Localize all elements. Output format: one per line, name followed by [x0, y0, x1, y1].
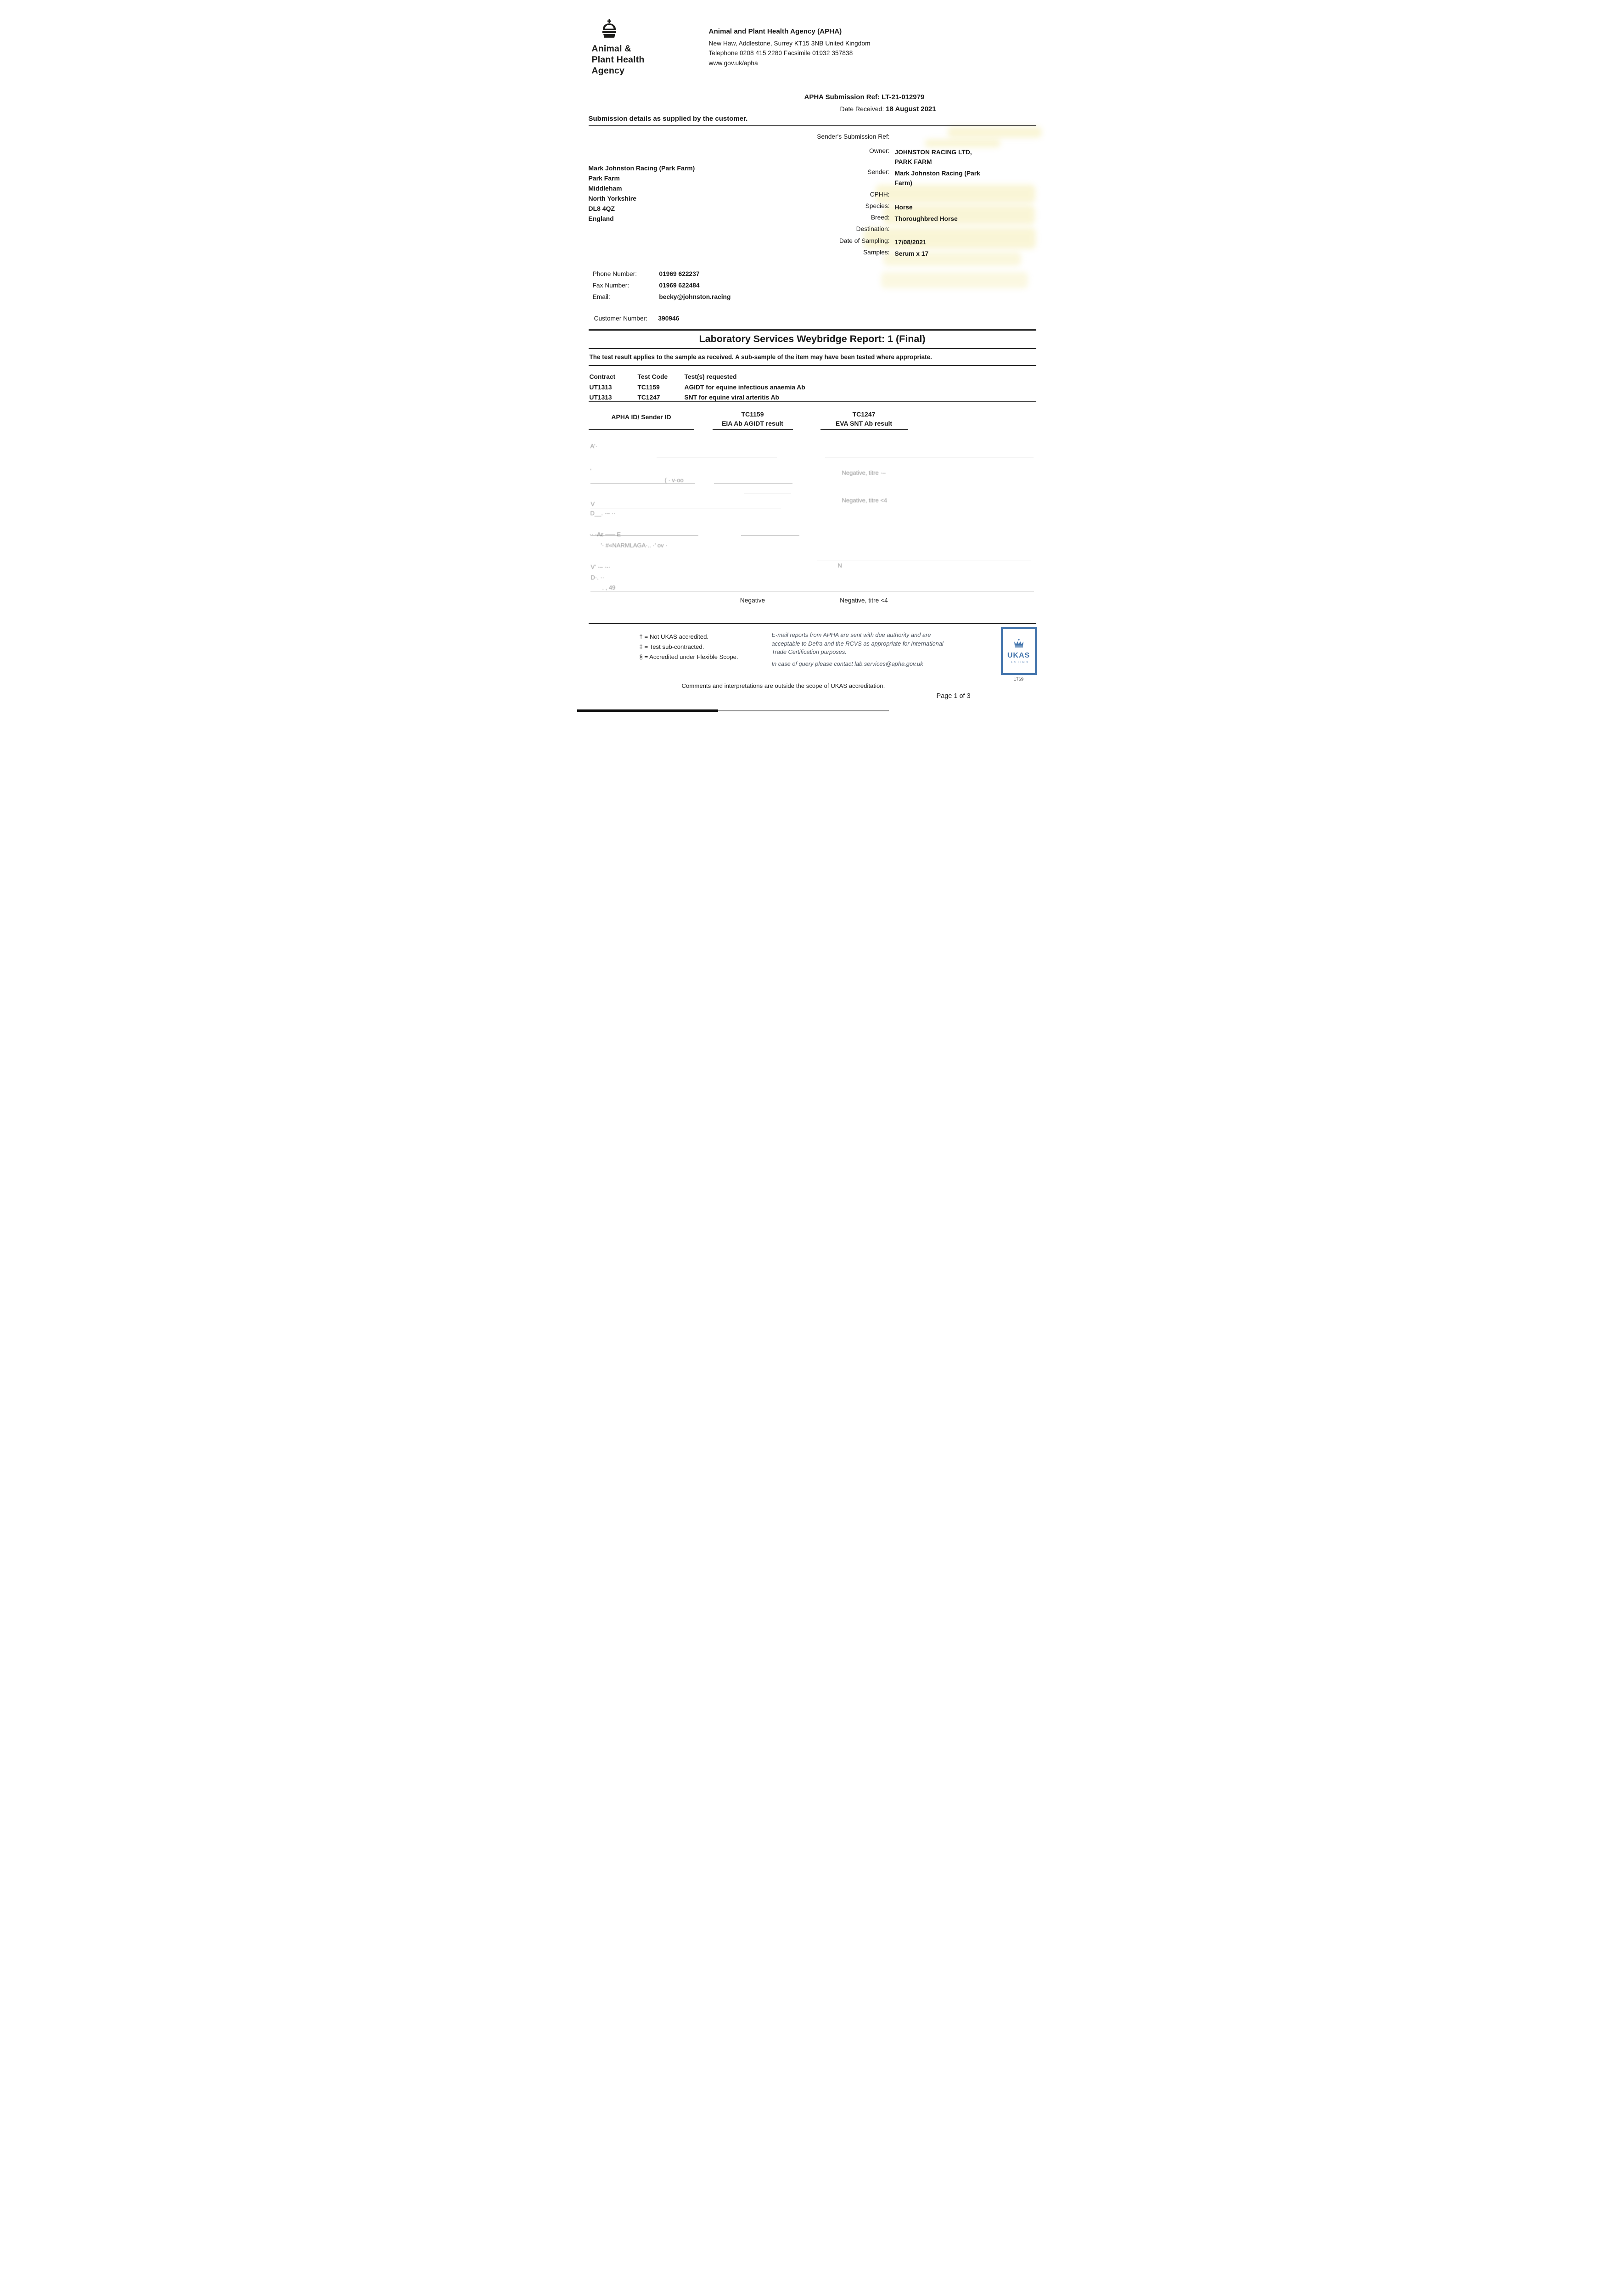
- scan-bleed-artifact: [925, 139, 1000, 147]
- redacted-results-area: [589, 433, 1036, 595]
- ukas-number: 1769: [1013, 677, 1024, 682]
- logo-line: Animal &: [591, 44, 631, 54]
- ukas-type: TESTING: [1008, 660, 1029, 664]
- scan-edge-artifact: [718, 710, 889, 711]
- field-label: CPHH:: [870, 191, 890, 198]
- results-header-tc1159-code: TC1159: [741, 411, 764, 418]
- field-row-samples: [738, 249, 1036, 259]
- date-received-value: 18 August 2021: [886, 105, 936, 113]
- field-value: Serum x 17: [894, 250, 929, 257]
- redacted-fragment: V: [590, 501, 595, 507]
- field-value-line: Mark Johnston Racing (Park: [894, 170, 980, 177]
- customer-address-line: DL8 4QZ: [588, 205, 615, 212]
- field-value: [895, 147, 972, 167]
- field-value: Thoroughbred Horse: [894, 215, 958, 222]
- date-received-label: Date Received:: [840, 105, 884, 113]
- agency-name: Animal and Plant Health Agency (APHA): [708, 28, 842, 35]
- field-label: Breed:: [871, 214, 890, 221]
- tests-cell-contract: UT1313: [589, 394, 612, 401]
- divider-line: [589, 623, 1036, 624]
- redacted-fragment: ·· ·Aε ––– E: [589, 531, 621, 538]
- contact-label: Fax Number:: [592, 282, 629, 289]
- divider-line: [589, 401, 1036, 402]
- email-notice-line: Trade Certification purposes.: [771, 648, 847, 655]
- field-value: Horse: [894, 204, 913, 211]
- results-header-underline: [589, 429, 694, 430]
- page-number: Page 1 of 3: [936, 692, 971, 700]
- contact-row-email: [593, 293, 731, 300]
- contact-value: 01969 622484: [659, 282, 700, 289]
- field-row-date-of-sampling: [738, 237, 1036, 247]
- field-value-line: PARK FARM: [894, 158, 932, 165]
- footnote: † = Not UKAS accredited.: [639, 633, 709, 640]
- contact-row-fax: [593, 282, 700, 289]
- customer-address-line: Middleham: [588, 185, 622, 192]
- email-notice: [772, 631, 972, 668]
- redacted-fragment: '· #«NARMLAGA·.. ·' ov ·: [601, 542, 668, 549]
- field-row-destination: [738, 225, 1036, 232]
- query-contact-line: In case of query please contact lab.services@apha.gov.uk: [771, 660, 923, 667]
- scan-bleed-artifact: [881, 272, 1028, 288]
- redacted-fragment: D·. ··: [590, 574, 605, 581]
- scan-edge-artifact: [577, 709, 718, 712]
- divider-line: [589, 348, 1036, 349]
- field-row-cphh: [738, 191, 1036, 198]
- field-row-owner: [738, 147, 1036, 167]
- field-value-line: JOHNSTON RACING LTD,: [894, 149, 972, 156]
- field-label: Sender:: [867, 169, 890, 175]
- results-header-tc1159: [713, 410, 793, 428]
- customer-address-line: North Yorkshire: [588, 195, 637, 202]
- results-header-tc1247-desc: EVA SNT Ab result: [835, 420, 893, 427]
- results-header-tc1247: [820, 410, 908, 428]
- result-eva-snt: Negative, titre <4: [840, 597, 888, 604]
- redacted-fragment: ( · v·oo: [664, 477, 684, 484]
- ukas-accreditation-mark: [1001, 627, 1037, 682]
- field-row-sender-submission-ref: [738, 133, 1036, 140]
- agency-phone-fax: Telephone 0208 415 2280 Facsimile 01932 357838: [708, 50, 853, 56]
- tests-table-row: [590, 383, 805, 393]
- agency-address: New Haw, Addlestone, Surrey KT15 3NB United Kingdom: [708, 39, 871, 47]
- redacted-row-line: [741, 535, 799, 536]
- redacted-fragment: Negative, titre <4: [842, 497, 888, 504]
- footnote: ‡ = Test sub-contracted.: [639, 643, 704, 650]
- apha-logo-text: [592, 43, 645, 76]
- customer-number-row: [594, 315, 680, 322]
- footnote: § = Accredited under Flexible Scope.: [639, 653, 738, 660]
- email-notice-line: acceptable to Defra and the RCVS as appropriate for International: [771, 640, 944, 647]
- field-row-species: [738, 203, 1036, 212]
- divider-line: [589, 125, 1036, 126]
- customer-address: [589, 163, 695, 224]
- result-eia-agidt: Negative: [740, 597, 765, 604]
- contact-label: Email:: [592, 293, 610, 300]
- royal-crown-icon: [599, 19, 619, 42]
- tests-cell-test-requested: AGIDT for equine infectious anaemia Ab: [684, 383, 805, 391]
- results-header-underline: [820, 429, 908, 430]
- date-received: [840, 105, 936, 113]
- customer-address-line: Mark Johnston Racing (Park Farm): [588, 164, 695, 172]
- redacted-fragment: . , 49: [602, 584, 616, 591]
- ukas-crown-icon: [1013, 639, 1025, 651]
- tests-header-contract: Contract: [589, 373, 616, 380]
- tests-cell-test-requested: SNT for equine viral arteritis Ab: [684, 394, 779, 401]
- customer-address-line: Park Farm: [588, 174, 620, 182]
- submission-ref-value: LT-21-012979: [882, 93, 925, 101]
- agency-header: [709, 27, 871, 68]
- tests-header-tests-requested: Test(s) requested: [684, 373, 737, 380]
- redacted-fragment: A'·: [590, 443, 597, 450]
- logo-line: Plant Health: [591, 55, 645, 65]
- logo-line: Agency: [591, 66, 625, 76]
- submission-ref-label: APHA Submission Ref:: [804, 93, 880, 101]
- report-title: Laboratory Services Weybridge Report: 1 (Final): [699, 333, 926, 344]
- results-header-underline: [713, 429, 793, 430]
- field-value-line: Farm): [894, 180, 912, 186]
- redacted-row-line: [714, 483, 792, 484]
- tests-requested-table: [590, 372, 805, 403]
- contact-value: 01969 622237: [659, 270, 700, 277]
- field-value: [895, 169, 980, 188]
- ukas-name: UKAS: [1007, 651, 1030, 659]
- redacted-fragment: Negative, titre ·–: [842, 469, 886, 476]
- footnote-legend: [640, 632, 738, 662]
- agency-website: www.gov.uk/apha: [708, 59, 758, 67]
- tests-cell-test-code: TC1159: [637, 383, 660, 391]
- divider-line: [589, 329, 1036, 331]
- report-note: The test result applies to the sample as received. A sub-sample of the item may have been tested where appropriate.: [589, 354, 932, 360]
- document-page: [560, 0, 1065, 714]
- field-label: Sender's Submission Ref:: [817, 133, 890, 140]
- field-label: Owner:: [869, 147, 890, 154]
- customer-address-line: England: [588, 215, 614, 222]
- comments-note: Comments and interpretations are outside the scope of UKAS accreditation.: [681, 682, 885, 689]
- customer-number-value: 390946: [658, 315, 680, 322]
- submission-details-heading: Submission details as supplied by the customer.: [588, 115, 748, 123]
- field-label: Species:: [865, 203, 890, 209]
- field-row-breed: [738, 214, 1036, 224]
- contact-label: Phone Number:: [592, 270, 637, 277]
- field-label: Destination:: [856, 225, 890, 232]
- ukas-logo-box: [1001, 627, 1037, 675]
- field-label: Samples:: [863, 249, 890, 256]
- field-row-sender: [738, 169, 1036, 188]
- tests-cell-test-code: TC1247: [637, 394, 660, 401]
- submission-ref: [804, 93, 925, 101]
- redacted-fragment: N: [837, 562, 842, 569]
- results-header-apha-id: APHA ID/ Sender ID: [611, 413, 671, 421]
- redacted-fragment: V' ·– ·-·: [590, 563, 611, 570]
- email-notice-line: E-mail reports from APHA are sent with due authority and are: [771, 631, 931, 638]
- tests-table-header-row: [590, 372, 805, 383]
- redacted-fragment: ': [590, 467, 591, 474]
- tests-cell-contract: UT1313: [589, 383, 612, 391]
- divider-line: [589, 365, 1036, 366]
- contact-value: becky@johnston.racing: [659, 293, 731, 300]
- customer-number-label: Customer Number:: [594, 315, 648, 322]
- redacted-fragment: D__. ·– ··: [590, 510, 616, 517]
- field-label: Date of Sampling:: [839, 237, 890, 244]
- tests-header-test-code: Test Code: [637, 373, 668, 380]
- results-header-tc1247-code: TC1247: [852, 411, 876, 418]
- field-value: 17/08/2021: [894, 239, 927, 246]
- results-header-tc1159-desc: EIA Ab AGIDT result: [722, 420, 783, 427]
- contact-row-phone: [593, 270, 700, 277]
